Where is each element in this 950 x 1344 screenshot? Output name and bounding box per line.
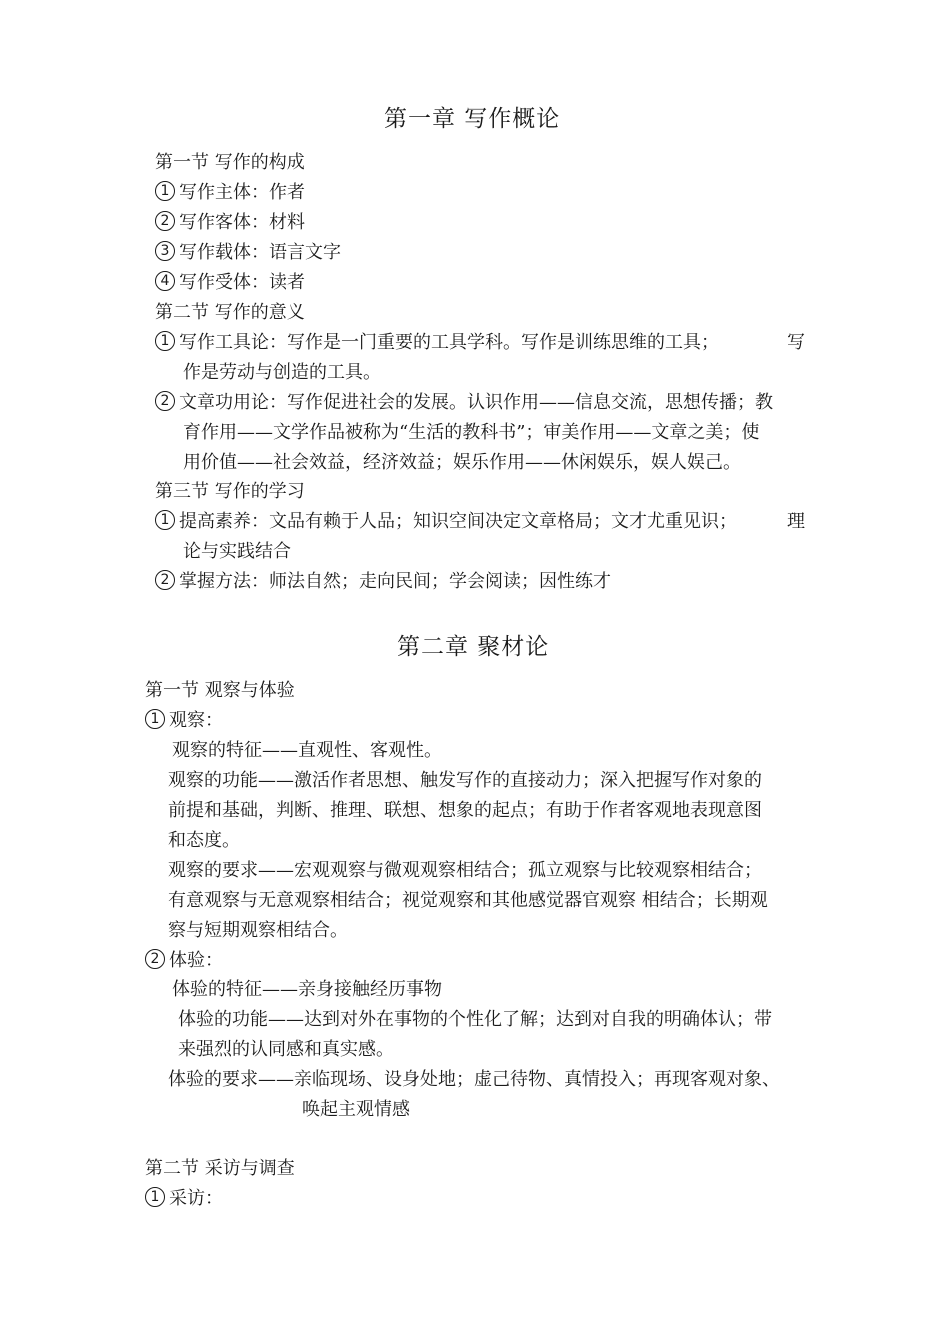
paragraph-line: 观察的特征——直观性、客观性。 [172,740,442,761]
list-item-continuation: 育作用——文学作品被称为“生活的教科书”；审美作用——文章之美；使 [183,422,760,443]
list-item-label: 观察： [169,710,223,731]
list-item-text: 提高素养：文品有赖于人品；知识空间决定文章格局；文才尤重见识； [179,511,737,532]
paragraph-line: 来强烈的认同感和真实感。 [178,1039,394,1060]
section-heading: 第三节 写作的学习 [155,481,305,502]
paragraph-line: 观察的功能——激活作者思想、触发写作的直接动力；深入把握写作对象的 [168,770,762,791]
section-heading: 第二节 写作的意义 [155,302,305,323]
paragraph-line: 和态度。 [168,830,240,851]
list-item-text: 写作载体：语言文字 [179,242,341,263]
chapter-1-title: 第一章 写作概论 [384,106,561,132]
list-item-continuation: 作是劳动与创造的工具。 [183,362,381,383]
circled-number: 1 [145,709,165,729]
list-item [155,208,305,238]
circled-number: 3 [155,241,175,261]
circled-number: 4 [155,271,175,291]
list-item [155,507,805,537]
circled-number: 1 [145,1187,165,1207]
list-item [155,328,805,358]
section-heading: 第二节 采访与调查 [145,1158,295,1179]
circled-number: 2 [155,570,175,590]
paragraph-line: 体验的要求——亲临现场、设身处地；虚己待物、真情投入；再现客观对象、 [168,1069,780,1090]
list-item-text: 写作客体：材料 [179,212,305,233]
list-item-label: 体验： [169,950,223,971]
section-heading: 第一节 观察与体验 [145,680,295,701]
list-item-text: 文章功用论：写作促进社会的发展。认识作用——信息交流，思想传播；教 [179,392,773,413]
circled-number: 2 [155,211,175,231]
paragraph-line: 唤起主观情感 [302,1099,410,1120]
list-item-text-tail: 写 [787,332,805,353]
list-item [155,268,305,298]
list-item-continuation: 用价值——社会效益，经济效益；娱乐作用——休闲娱乐，娱人娱己。 [183,452,741,473]
section-heading: 第一节 写作的构成 [155,152,305,173]
circled-number: 1 [155,510,175,530]
paragraph-line: 体验的功能——达到对外在事物的个性化了解；达到对自我的明确体认；带 [178,1009,772,1030]
list-item-text: 写作主体：作者 [179,182,305,203]
list-item-continuation: 论与实践结合 [183,541,291,562]
list-item [145,706,223,736]
list-item-text-tail: 理 [787,511,805,532]
list-item [145,946,223,976]
list-item [155,238,341,268]
paragraph-line: 体验的特征——亲身接触经历事物 [172,979,442,1000]
paragraph-line: 前提和基础，判断、推理、联想、想象的起点；有助于作者客观地表现意图 [168,800,762,821]
paragraph-line: 观察的要求——宏观观察与微观观察相结合；孤立观察与比较观察相结合； [168,860,762,881]
paragraph-line: 有意观察与无意观察相结合；视觉观察和其他感觉器官观察 相结合；长期观 [168,890,768,911]
list-item-text: 掌握方法：师法自然；走向民间；学会阅读；因性练才 [179,571,611,592]
list-item-text: 写作受体：读者 [179,272,305,293]
list-item-label: 采访： [169,1188,223,1209]
list-item-text: 写作工具论：写作是一门重要的工具学科。写作是训练思维的工具； [179,332,719,353]
list-item [145,1184,223,1214]
list-item [155,388,773,418]
chapter-2-title: 第二章 聚材论 [397,634,550,660]
circled-number: 2 [145,949,165,969]
paragraph-line: 察与短期观察相结合。 [168,920,348,941]
circled-number: 1 [155,181,175,201]
circled-number: 2 [155,391,175,411]
list-item [155,567,611,597]
circled-number: 1 [155,331,175,351]
list-item [155,178,305,208]
